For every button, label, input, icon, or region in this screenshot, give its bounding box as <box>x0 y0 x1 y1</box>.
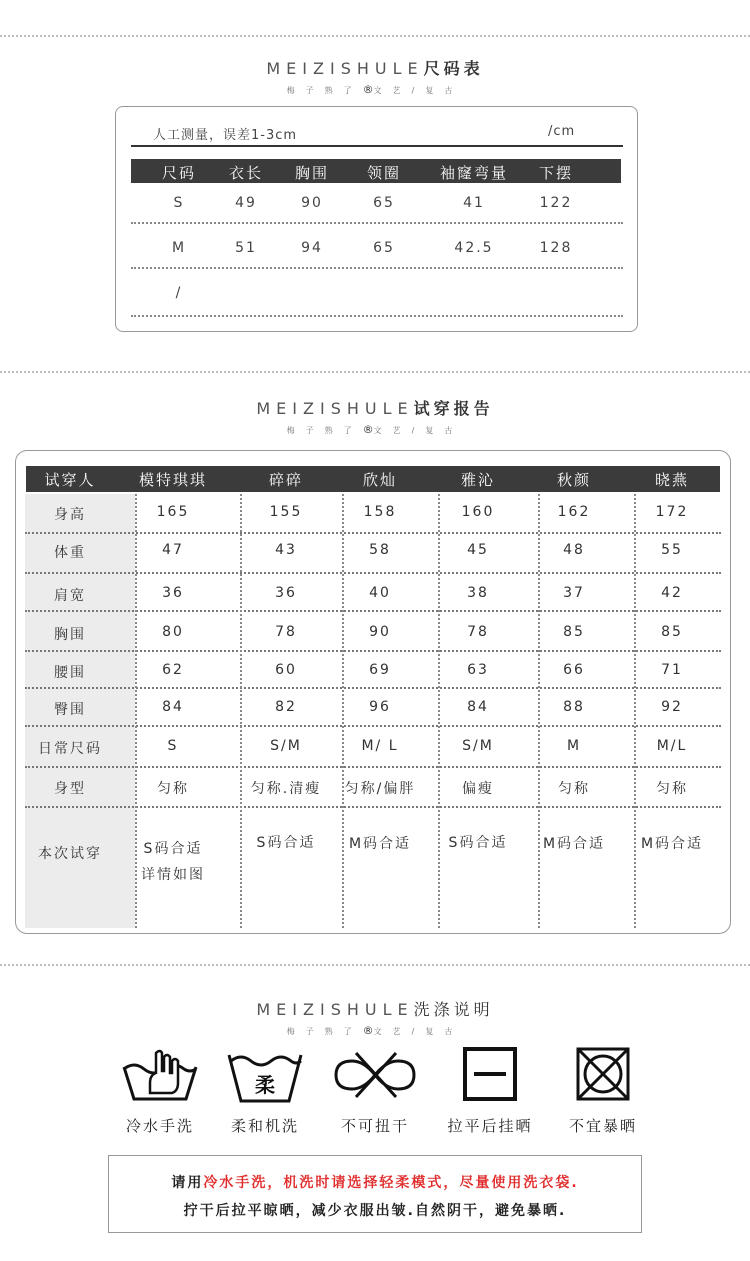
try-on-cell: S码合适 <box>143 841 203 857</box>
try-on-cell: 69 <box>369 662 391 678</box>
washing-header <box>0 997 750 1037</box>
unit-label: /cm <box>548 124 576 139</box>
size-cell: 41 <box>463 195 485 211</box>
try-on-cell: 36 <box>275 585 297 601</box>
column-divider <box>135 494 137 928</box>
no-wring-item <box>315 1045 435 1136</box>
size-chart-title: 尺码表 <box>423 59 484 78</box>
try-on-header-row <box>26 466 720 492</box>
size-cell: 49 <box>235 195 257 211</box>
try-on-detail: 详情如图 <box>141 867 205 883</box>
gentle-machine-wash-icon <box>225 1045 305 1105</box>
try-on-cell: 80 <box>162 624 184 640</box>
wash-label: 不可扭干 <box>340 1117 409 1135</box>
brand-subtitle <box>0 1024 750 1037</box>
size-cell: S <box>173 195 185 211</box>
brand-subtitle <box>0 423 750 436</box>
try-on-cell: 78 <box>467 624 489 640</box>
column-header: 衣长 <box>228 164 264 182</box>
washing-title: 洗涤说明 <box>413 1000 494 1019</box>
try-on-cell: 匀称.清瘦 <box>250 781 322 797</box>
size-chart-header <box>0 56 750 96</box>
try-on-cell: 85 <box>661 624 683 640</box>
try-on-table <box>15 450 731 934</box>
measurement-note: 人工测量，误差1-3cm <box>153 128 298 143</box>
row-label: 腰围 <box>54 665 86 681</box>
divider <box>0 371 750 373</box>
row-divider <box>25 687 721 689</box>
registered-mark: ® <box>362 1024 374 1037</box>
try-on-cell: S码合适 <box>256 835 316 851</box>
try-on-cell: M/L <box>656 738 688 754</box>
hand-wash-icon <box>120 1045 200 1105</box>
brand-subtitle-char: 子 <box>305 426 325 435</box>
brand-name: MEIZISHULE <box>256 399 414 418</box>
size-cell: 65 <box>373 240 395 256</box>
row-divider <box>25 572 721 574</box>
brand-subtitle-char: / <box>411 86 426 95</box>
try-on-cell: 165 <box>156 504 190 520</box>
row-divider <box>25 610 721 612</box>
brand-subtitle-char: 古 <box>444 86 464 95</box>
row-divider <box>25 806 721 808</box>
column-header: 胸围 <box>294 164 330 182</box>
try-on-cell: 偏瘦 <box>462 781 494 797</box>
column-header: 碎碎 <box>268 471 304 489</box>
row-divider <box>25 725 721 727</box>
row-label: 肩宽 <box>54 588 86 604</box>
try-on-cell: 48 <box>563 542 585 558</box>
try-on-cell: 匀称 <box>656 781 688 797</box>
size-cell: 42.5 <box>454 240 494 256</box>
gentle-glyph: 柔 <box>255 1073 275 1097</box>
try-on-header <box>0 396 750 436</box>
brand-subtitle-char: 熟 <box>324 426 344 435</box>
brand-subtitle-char: / <box>411 1027 426 1036</box>
no-wring-icon <box>330 1045 420 1105</box>
brand-subtitle-char: 熟 <box>324 86 344 95</box>
hand-wash-item <box>100 1045 220 1136</box>
brand-subtitle-char: 了 <box>343 1027 363 1036</box>
try-on-cell: 62 <box>162 662 184 678</box>
try-on-cell: 42 <box>661 585 683 601</box>
divider <box>0 35 750 37</box>
brand-subtitle-char: 复 <box>425 1027 445 1036</box>
size-cell: 65 <box>373 195 395 211</box>
row-label: 身高 <box>54 507 86 523</box>
try-on-cell: S/M <box>462 738 494 754</box>
row-divider <box>131 315 623 317</box>
try-on-title: 试穿报告 <box>413 399 494 418</box>
brand-subtitle-char: 文 <box>373 1027 393 1036</box>
try-on-cell: S <box>167 738 179 754</box>
brand-subtitle-char: 熟 <box>324 1027 344 1036</box>
divider <box>131 145 623 147</box>
column-header: 欣灿 <box>362 471 398 489</box>
highlight-text: 冷水手洗，机洗时请选择轻柔模式，尽量使用洗衣袋. <box>203 1175 579 1191</box>
brand-subtitle-char: / <box>411 426 426 435</box>
try-on-cell: 158 <box>363 504 397 520</box>
try-on-cell: 匀称/偏胖 <box>344 781 416 797</box>
brand-subtitle-char: 艺 <box>392 426 412 435</box>
row-divider <box>25 766 721 768</box>
row-label: 身型 <box>54 781 86 797</box>
brand-subtitle <box>0 83 750 96</box>
try-on-cell: 155 <box>269 504 303 520</box>
wash-label: 冷水手洗 <box>125 1117 194 1135</box>
try-on-cell: 43 <box>275 542 297 558</box>
brand-subtitle-char: 了 <box>343 86 363 95</box>
size-cell: M <box>171 240 187 256</box>
size-cell: / <box>175 285 183 301</box>
line-dry-item <box>430 1045 550 1136</box>
try-on-cell: 47 <box>162 542 184 558</box>
brand-subtitle-char: 文 <box>373 426 393 435</box>
try-on-cell: 172 <box>655 504 689 520</box>
column-divider <box>538 494 540 928</box>
try-on-cell: 60 <box>275 662 297 678</box>
wash-label: 拉平后挂晒 <box>447 1117 533 1135</box>
brand-name: MEIZISHULE <box>266 59 424 78</box>
try-on-cell: S码合适 <box>448 835 508 851</box>
try-on-cell: 160 <box>461 504 495 520</box>
brand-subtitle-char: 梅 <box>286 86 306 95</box>
try-on-cell: M码合适 <box>348 836 412 852</box>
instruction-line-2: 拧干后拉平晾晒，减少衣服出皱.自然阴干，避免暴晒. <box>183 1203 567 1219</box>
try-on-cell: 66 <box>563 662 585 678</box>
column-header: 领圈 <box>366 164 402 182</box>
row-label: 胸围 <box>54 627 86 643</box>
try-on-cell: 90 <box>369 624 391 640</box>
column-divider <box>240 494 242 928</box>
size-chart-header-row <box>131 159 621 183</box>
column-divider <box>342 494 344 928</box>
try-on-cell: 40 <box>369 585 391 601</box>
column-header: 尺码 <box>161 164 197 182</box>
try-on-cell: 96 <box>369 699 391 715</box>
row-divider <box>131 267 623 269</box>
instruction-line-1: 请用冷水手洗，机洗时请选择轻柔模式，尽量使用洗衣袋. <box>171 1175 579 1191</box>
column-divider <box>438 494 440 928</box>
size-cell: 51 <box>235 240 257 256</box>
wash-label: 柔和机洗 <box>230 1117 299 1135</box>
brand-subtitle-char: 复 <box>425 86 445 95</box>
no-tumble-dry-icon <box>563 1045 643 1105</box>
row-divider <box>131 222 623 224</box>
try-on-cell: M码合适 <box>542 836 606 852</box>
size-chart <box>115 106 638 332</box>
try-on-cell: 92 <box>661 699 683 715</box>
try-on-cell: 38 <box>467 585 489 601</box>
try-on-cell: 45 <box>467 542 489 558</box>
washing-instructions <box>108 1155 642 1233</box>
brand-subtitle-char: 梅 <box>286 1027 306 1036</box>
try-on-cell: 162 <box>557 504 591 520</box>
size-cell: 94 <box>301 240 323 256</box>
column-header: 模特琪琪 <box>138 471 208 489</box>
line-dry-flat-icon <box>450 1045 530 1105</box>
column-header: 袖窿弯量 <box>439 164 509 182</box>
registered-mark: ® <box>362 83 374 96</box>
brand-subtitle-char: 古 <box>444 426 464 435</box>
try-on-cell: 36 <box>162 585 184 601</box>
try-on-cell: 84 <box>162 699 184 715</box>
brand-name: MEIZISHULE <box>256 1000 414 1019</box>
column-divider <box>634 494 636 928</box>
try-on-cell: 匀称 <box>157 781 189 797</box>
row-label: 臀围 <box>54 702 86 718</box>
wash-label: 不宜暴晒 <box>568 1117 637 1135</box>
no-tumble-dry-item <box>543 1045 663 1136</box>
try-on-cell: 63 <box>467 662 489 678</box>
registered-mark: ® <box>362 423 374 436</box>
size-cell: 122 <box>539 195 573 211</box>
try-on-cell: 82 <box>275 699 297 715</box>
gentle-wash-item <box>205 1045 325 1136</box>
try-on-cell: M <box>566 738 582 754</box>
size-cell: 128 <box>539 240 573 256</box>
try-on-cell: 58 <box>369 542 391 558</box>
try-on-cell: 84 <box>467 699 489 715</box>
try-on-cell: S/M <box>270 738 302 754</box>
row-label: 体重 <box>54 545 86 561</box>
brand-subtitle-char: 子 <box>305 1027 325 1036</box>
row-divider <box>25 650 721 652</box>
brand-subtitle-char: 子 <box>305 86 325 95</box>
try-on-cell: 55 <box>661 542 683 558</box>
divider <box>0 964 750 966</box>
column-header: 雅沁 <box>460 471 496 489</box>
try-on-cell: 匀称 <box>558 781 590 797</box>
brand-subtitle-char: 文 <box>373 86 393 95</box>
try-on-cell: M码合适 <box>640 836 704 852</box>
row-label: 本次试穿 <box>38 846 102 862</box>
try-on-cell: 37 <box>563 585 585 601</box>
try-on-cell: 71 <box>661 662 683 678</box>
row-divider <box>25 532 721 534</box>
brand-subtitle-char: 梅 <box>286 426 306 435</box>
brand-subtitle-char: 艺 <box>392 86 412 95</box>
column-header: 晓燕 <box>654 471 690 489</box>
brand-subtitle-char: 古 <box>444 1027 464 1036</box>
washing-icons <box>0 1045 750 1145</box>
brand-subtitle-char: 复 <box>425 426 445 435</box>
column-header: 秋颜 <box>556 471 592 489</box>
row-label: 日常尺码 <box>38 741 102 757</box>
column-header: 试穿人 <box>44 471 96 489</box>
brand-subtitle-char: 艺 <box>392 1027 412 1036</box>
brand-subtitle-char: 了 <box>343 426 363 435</box>
try-on-cell: 78 <box>275 624 297 640</box>
size-cell: 90 <box>301 195 323 211</box>
try-on-cell: M/ L <box>361 738 399 754</box>
column-header: 下摆 <box>538 164 574 182</box>
try-on-cell: 85 <box>563 624 585 640</box>
try-on-cell: 88 <box>563 699 585 715</box>
